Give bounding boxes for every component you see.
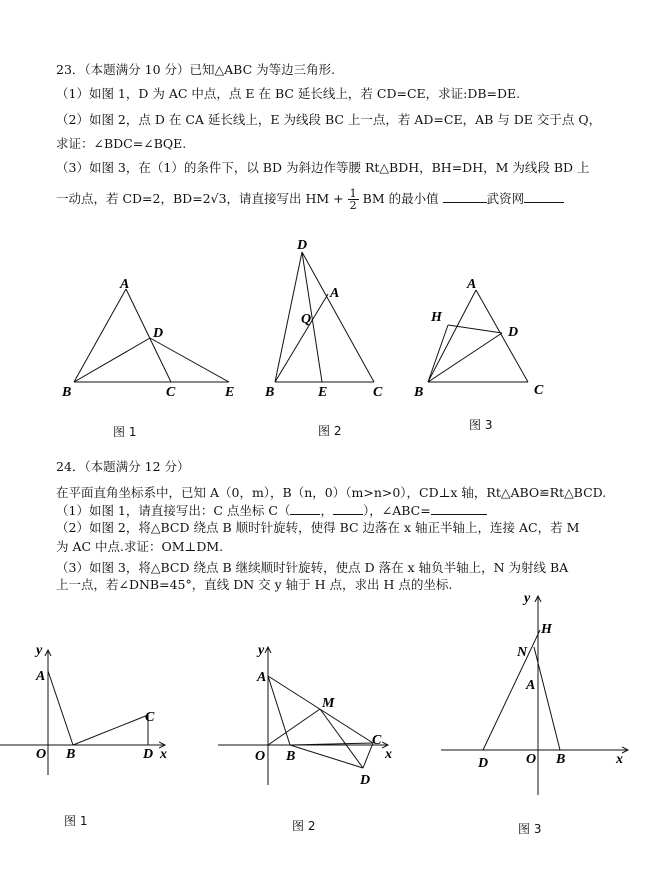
q24f2-label-A: A — [257, 670, 267, 685]
fig1-label-B: B — [62, 385, 72, 400]
q23-part3-line1: （3）如图 3，在（1）的条件下，以 BD 为斜边作等腰 Rt△BDH，BH=DH，M 为线段 BD 上 — [56, 160, 590, 175]
q24f1-label-B: B — [66, 747, 76, 762]
q23-part2-line2: 求证：∠BDC=∠BQE. — [56, 136, 187, 151]
q24f3-label-N: N — [517, 645, 528, 660]
answer-blank-cy — [333, 502, 363, 515]
q24-part2-line1: （2）如图 2，将△BCD 绕点 B 顺时针旋转，使得 BC 边落在 x 轴正半轴上，连接 AC，若 M — [56, 520, 580, 535]
q24-header: 24．（本题满分 12 分） — [56, 459, 190, 474]
q23-part3-text-post: BM 的最小值 — [362, 191, 439, 206]
q24f3-label-H: H — [541, 622, 552, 637]
q24f2-label-C: C — [372, 733, 382, 748]
q23-part2-line1: （2）如图 2，点 D 在 CA 延长线上，E 为线段 BC 上一点，若 AD=CE，AB 与 DE 交于点 Q， — [56, 112, 602, 127]
q24f1-label-O: O — [36, 747, 47, 762]
fig3-label-H: H — [431, 310, 442, 325]
answer-blank — [443, 190, 487, 203]
q24f1-label-x: x — [160, 747, 167, 762]
q24f1-label-y: y — [36, 643, 43, 658]
answer-blank-angle — [431, 502, 487, 515]
q23-figure1 — [74, 289, 229, 382]
fraction-denominator: 2 — [349, 199, 357, 212]
q23-fig3-caption: 图 3 — [469, 418, 493, 432]
q24f3-label-B: B — [556, 752, 566, 767]
watermark-text: 武资网 — [486, 191, 525, 206]
q24-intro: 在平面直角坐标系中，已知 A（0，m），B（n，0）（m>n>0），CD⊥x 轴，Rt△ABO≌Rt△BCD. — [56, 485, 607, 500]
q24-part1-text-mid: ， — [320, 503, 333, 518]
fig2-label-A: A — [330, 286, 340, 301]
fig1-label-E: E — [225, 385, 235, 400]
q23-figure2 — [275, 252, 374, 382]
q24f1-label-C: C — [145, 710, 155, 725]
q24-part3-line2: 上一点，若∠DNB=45°，直线 DN 交 y 轴于 H 点，求出 H 点的坐标. — [56, 577, 453, 592]
q24f3-label-O: O — [526, 752, 537, 767]
fig2-label-B: B — [265, 385, 275, 400]
q24f2-label-B: B — [286, 749, 296, 764]
q24f3-label-D: D — [478, 756, 489, 771]
answer-blank-cx — [290, 502, 320, 515]
q24f3-label-A: A — [526, 678, 536, 693]
q24-part2-line2: 为 AC 中点.求证：OM⊥DM. — [56, 539, 224, 554]
q23-part3-text-pre: 一动点，若 CD=2，BD=2√3，请直接写出 HM + — [56, 191, 344, 206]
q24f3-label-x: x — [616, 752, 623, 767]
answer-blank — [524, 190, 564, 203]
fraction-numerator: 1 — [349, 187, 357, 200]
q24-figure2 — [218, 647, 388, 785]
q23-part1: （1）如图 1，D 为 AC 中点，点 E 在 BC 延长线上，若 CD=CE，求证:DB=DE. — [56, 86, 521, 101]
q24f1-label-A: A — [36, 669, 46, 684]
q24-fig2-caption: 图 2 — [292, 819, 316, 833]
q24-figure1 — [0, 650, 165, 775]
fraction-one-half — [348, 188, 359, 211]
q24f2-label-M: M — [322, 696, 335, 711]
q23-fig1-caption: 图 1 — [113, 425, 137, 439]
q24f2-label-D: D — [360, 773, 371, 788]
fig2-label-Q: Q — [301, 312, 312, 327]
fig3-label-B: B — [414, 385, 424, 400]
fig2-label-D: D — [297, 238, 308, 253]
fig3-label-A: A — [467, 277, 477, 292]
q23-header: 23．（本题满分 10 分）已知△ABC 为等边三角形. — [56, 62, 336, 77]
fig1-label-C: C — [166, 385, 176, 400]
fig3-label-D: D — [508, 325, 519, 340]
q23-part3-line2 — [56, 188, 564, 211]
q24-part1 — [56, 502, 487, 519]
fig3-label-C: C — [534, 383, 544, 398]
q24f2-label-O: O — [255, 749, 266, 764]
q24-part1-text-pre: （1）如图 1，请直接写出：C 点坐标 C（ — [56, 503, 291, 518]
fig1-label-D: D — [153, 326, 164, 341]
q24f3-label-y: y — [524, 591, 531, 606]
q24f2-label-y: y — [258, 643, 265, 658]
q24-fig3-caption: 图 3 — [518, 822, 542, 836]
fig2-label-E: E — [318, 385, 328, 400]
q24-part3-line1: （3）如图 3，将△BCD 绕点 B 继续顺时针旋转，使点 D 落在 x 轴负半轴上，N 为射线 BA — [56, 560, 569, 575]
q23-fig2-caption: 图 2 — [318, 424, 342, 438]
q24-figures — [0, 590, 650, 850]
q24-part1-text-post: ），∠ABC= — [362, 503, 431, 518]
q24f2-label-x: x — [385, 747, 392, 762]
q24f1-label-D: D — [143, 747, 154, 762]
fig1-label-A: A — [120, 277, 130, 292]
q24-fig1-caption: 图 1 — [64, 814, 88, 828]
fig2-label-C: C — [373, 385, 383, 400]
